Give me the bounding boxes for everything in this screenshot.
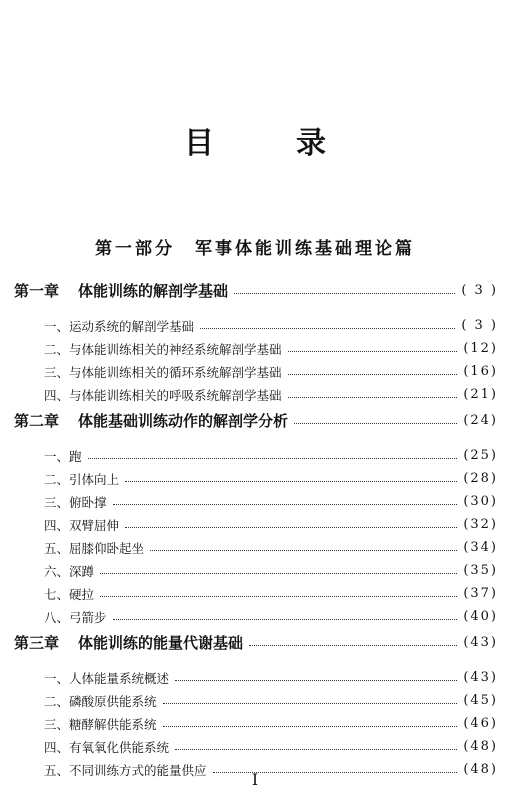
page-number: ( 3 ) — [461, 318, 498, 333]
leader-dots — [163, 726, 458, 727]
leader-dots — [163, 703, 458, 704]
page-number: (40) — [463, 609, 498, 624]
section-label: 一、跑 — [44, 448, 82, 464]
section-label: 六、深蹲 — [44, 563, 95, 579]
page-number: (48) — [463, 762, 498, 777]
section-label: 五、不同训练方式的能量供应 — [44, 762, 207, 778]
page-number: (37) — [463, 586, 498, 601]
page-number: ( 3 ) — [461, 282, 498, 298]
section-entry[interactable] — [14, 735, 498, 758]
section-entry[interactable] — [14, 490, 498, 513]
section-label: 七、硬拉 — [44, 586, 95, 602]
page-folio: I — [251, 770, 259, 789]
section-entry[interactable] — [14, 314, 498, 337]
section-entry[interactable] — [14, 712, 498, 735]
page-number: (45) — [463, 693, 498, 708]
section-label: 一、人体能量系统概述 — [44, 670, 170, 686]
section-label: 三、糖酵解供能系统 — [44, 716, 157, 732]
page-number: (32) — [463, 517, 498, 532]
leader-dots — [200, 328, 455, 329]
chapter-entry-1[interactable] — [14, 278, 498, 302]
section-entry[interactable] — [14, 689, 498, 712]
leader-dots — [100, 573, 457, 574]
page-number: (21) — [463, 387, 498, 402]
section-label: 八、弓箭步 — [44, 609, 107, 625]
section-label: 二、引体向上 — [44, 471, 120, 487]
section-entry[interactable] — [14, 605, 498, 628]
section-label: 二、与体能训练相关的神经系统解剖学基础 — [44, 341, 282, 357]
section-label: 四、与体能训练相关的呼吸系统解剖学基础 — [44, 387, 282, 403]
section-entry[interactable] — [14, 444, 498, 467]
leader-dots — [113, 619, 458, 620]
section-entry[interactable] — [14, 513, 498, 536]
leader-dots — [88, 458, 458, 459]
leader-dots — [125, 527, 457, 528]
section-label: 三、俯卧撑 — [44, 494, 107, 510]
chapter-title: 体能基础训练动作的解剖学分析 — [78, 411, 289, 430]
leader-dots — [288, 397, 458, 398]
leader-dots — [150, 550, 457, 551]
leader-dots — [175, 680, 457, 681]
page-number: (43) — [463, 634, 498, 650]
page-number: (12) — [463, 341, 498, 356]
chapter-number: 第一章 — [14, 281, 60, 300]
section-entry[interactable] — [14, 559, 498, 582]
section-label: 四、双臂屈伸 — [44, 517, 120, 533]
leader-dots — [125, 481, 457, 482]
leader-dots — [100, 596, 457, 597]
section-entry[interactable] — [14, 467, 498, 490]
section-entry[interactable] — [14, 582, 498, 605]
chapter-number: 第三章 — [14, 633, 60, 652]
leader-dots — [234, 293, 455, 294]
leader-dots — [175, 749, 457, 750]
section-label: 一、运动系统的解剖学基础 — [44, 318, 195, 334]
page-number: (43) — [463, 670, 498, 685]
page-number: (30) — [463, 494, 498, 509]
leader-dots — [294, 423, 457, 424]
section-entry[interactable] — [14, 536, 498, 559]
table-of-contents — [14, 278, 498, 781]
page-number: (24) — [463, 412, 498, 428]
chapter-number: 第二章 — [14, 411, 60, 430]
page-title: 目 录 — [184, 126, 352, 161]
section-entry[interactable] — [14, 360, 498, 383]
page-number: (48) — [463, 739, 498, 754]
section-entry[interactable] — [14, 666, 498, 689]
leader-dots — [249, 645, 457, 646]
chapter-entry-2[interactable] — [14, 408, 498, 432]
section-label: 二、磷酸原供能系统 — [44, 693, 157, 709]
chapter-entry-3[interactable] — [14, 630, 498, 654]
page-number: (25) — [463, 448, 498, 463]
section-label: 三、与体能训练相关的循环系统解剖学基础 — [44, 364, 282, 380]
part-title: 第一部分 军事体能训练基础理论篇 — [95, 239, 415, 259]
leader-dots — [288, 374, 458, 375]
chapter-title: 体能训练的解剖学基础 — [78, 281, 229, 300]
section-entry[interactable] — [14, 337, 498, 360]
page-number: (34) — [463, 540, 498, 555]
page-number: (35) — [463, 563, 498, 578]
page-number: (16) — [463, 364, 498, 379]
section-label: 五、屈膝仰卧起坐 — [44, 540, 145, 556]
leader-dots — [288, 351, 458, 352]
page-number: (28) — [463, 471, 498, 486]
section-entry[interactable] — [14, 383, 498, 406]
leader-dots — [113, 504, 458, 505]
section-label: 四、有氧氧化供能系统 — [44, 739, 170, 755]
chapter-title: 体能训练的能量代谢基础 — [78, 633, 244, 652]
page-number: (46) — [463, 716, 498, 731]
